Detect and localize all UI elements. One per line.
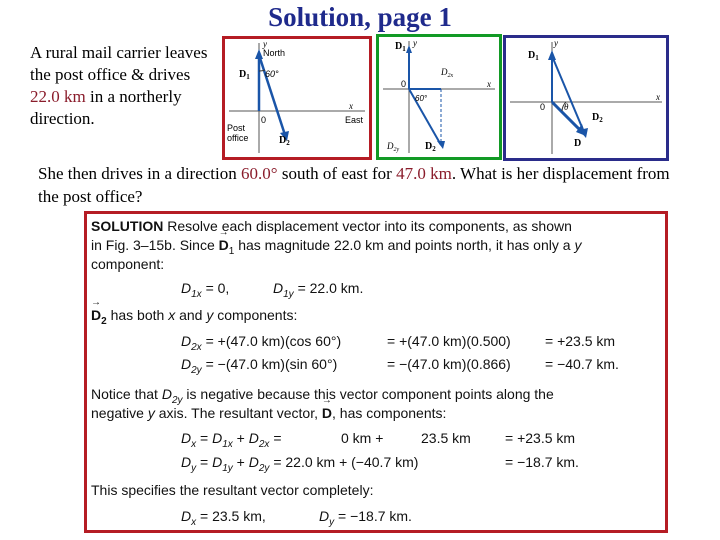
question-text-2: south of east for bbox=[277, 164, 397, 183]
question-text-1: She then drives in a direction bbox=[38, 164, 242, 183]
question-text-3: . What is her displacement from the post office? bbox=[38, 164, 670, 206]
d2-vector bbox=[552, 56, 584, 132]
intro-distance: 22.0 km bbox=[30, 87, 86, 106]
angle-label: 60° bbox=[415, 94, 428, 103]
solution-eq-d2y: $D_{2y} = -(47.0$ km)(sin 60°) bbox=[181, 356, 338, 376]
solution-eq-d1y: $D_{1y} = 22.0$ km. bbox=[273, 280, 364, 300]
y-label: y bbox=[554, 38, 558, 48]
figure-north-east bbox=[222, 36, 372, 160]
page-title: Solution, page 1 bbox=[268, 2, 452, 32]
resultant-label: D bbox=[574, 138, 582, 149]
solution-eq-d2y-mid: = −(47.0 km)(0.866) bbox=[387, 356, 511, 372]
solution-heading: SOLUTION bbox=[91, 218, 164, 234]
solution-line-5: → $D_2$ has both x and y components: bbox=[91, 307, 297, 327]
solution-eq-dx-result: = +23.5 km bbox=[505, 430, 576, 446]
solution-line-8: Notice that $D_{2y}$ is negative because this vector component points along the bbox=[91, 386, 554, 406]
solution-final-dy: $D_y = -18.7$ km. bbox=[319, 508, 412, 528]
solution-line-1: SOLUTION Resolve each displacement vector into its components, as shown bbox=[91, 218, 572, 234]
solution-line-2: in Fig. 3–15b. Since → $D_1$ has magnitude 22.0 km and points north, it has only a y bbox=[91, 237, 581, 257]
problem-question bbox=[38, 162, 678, 208]
origin-label: 0 bbox=[401, 79, 407, 89]
solution-final-dx: $D_x = 23.5$ km, bbox=[181, 508, 266, 528]
figure-north-east-svg bbox=[225, 39, 369, 157]
question-distance: 47.0 km bbox=[396, 164, 452, 183]
x-label: x bbox=[656, 92, 660, 102]
intro-text-1: A rural mail carrier leaves the post office & drives bbox=[30, 43, 208, 84]
d2-label: $D_2$ bbox=[425, 141, 436, 153]
solution-eq-dx-term: 23.5 km bbox=[421, 430, 471, 446]
solution-eq-dx: $D_x = D_{1x} + D_{2x}$ = bbox=[181, 430, 282, 450]
d2-label: $D_2$ bbox=[279, 135, 290, 147]
north-label: North bbox=[263, 48, 286, 58]
office-label: office bbox=[227, 133, 249, 143]
y-label: y bbox=[263, 39, 267, 49]
solution-line-9: negative y axis. The resultant vector, → D, has components: bbox=[91, 405, 446, 421]
figure-components bbox=[376, 34, 502, 160]
solution-eq-d2x-result: = +23.5 km bbox=[545, 333, 616, 349]
d2y-label: $D_{2y}$ bbox=[387, 141, 400, 153]
solution-line-12: This specifies the resultant vector completely: bbox=[91, 482, 374, 498]
solution-eq-d2x-mid: = +(47.0 km)(0.500) bbox=[387, 333, 511, 349]
theta-label: θ bbox=[564, 102, 569, 112]
solution-eq-dx-mid: 0 km + bbox=[341, 430, 384, 446]
solution-eq-dy: $D_y = D_{1y} + D_{2y} = 22.0$ km + (−40.7 km) bbox=[181, 454, 419, 474]
figure-components-svg bbox=[379, 37, 499, 157]
solution-line-3: component: bbox=[91, 256, 165, 272]
origin-label: 0 bbox=[261, 115, 267, 125]
origin-label: 0 bbox=[540, 102, 546, 112]
figure-resultant-svg bbox=[506, 38, 666, 158]
d1-arrowhead bbox=[406, 45, 412, 53]
east-label: East bbox=[345, 115, 364, 125]
solution-eq-d2y-result: = −40.7 km. bbox=[545, 356, 619, 372]
angle-label: 60° bbox=[265, 69, 279, 79]
solution-eq-d1x: $D_{1x} = 0$, bbox=[181, 280, 230, 300]
x-label: x bbox=[487, 79, 491, 89]
intro-text-2: in a northerly direction. bbox=[30, 87, 182, 128]
problem-intro bbox=[30, 42, 220, 130]
x-label: x bbox=[349, 101, 353, 111]
d1-label: $D_1$ bbox=[528, 50, 539, 62]
textbook-solution-box bbox=[84, 211, 668, 533]
solution-eq-dy-result: = −18.7 km. bbox=[505, 454, 579, 470]
post-label: Post bbox=[227, 123, 246, 133]
d2x-label: $D_{2x}$ bbox=[441, 67, 454, 79]
y-label: y bbox=[413, 38, 417, 48]
d1-label: $D_1$ bbox=[239, 69, 250, 81]
solution-eq-d2x: $D_{2x} = +(47.0$ km)(cos 60°) bbox=[181, 333, 342, 353]
d1-label: $D_1$ bbox=[395, 41, 406, 53]
figure-resultant bbox=[503, 35, 669, 161]
d2-label: $D_2$ bbox=[592, 112, 603, 124]
question-angle: 60.0° bbox=[241, 164, 278, 183]
